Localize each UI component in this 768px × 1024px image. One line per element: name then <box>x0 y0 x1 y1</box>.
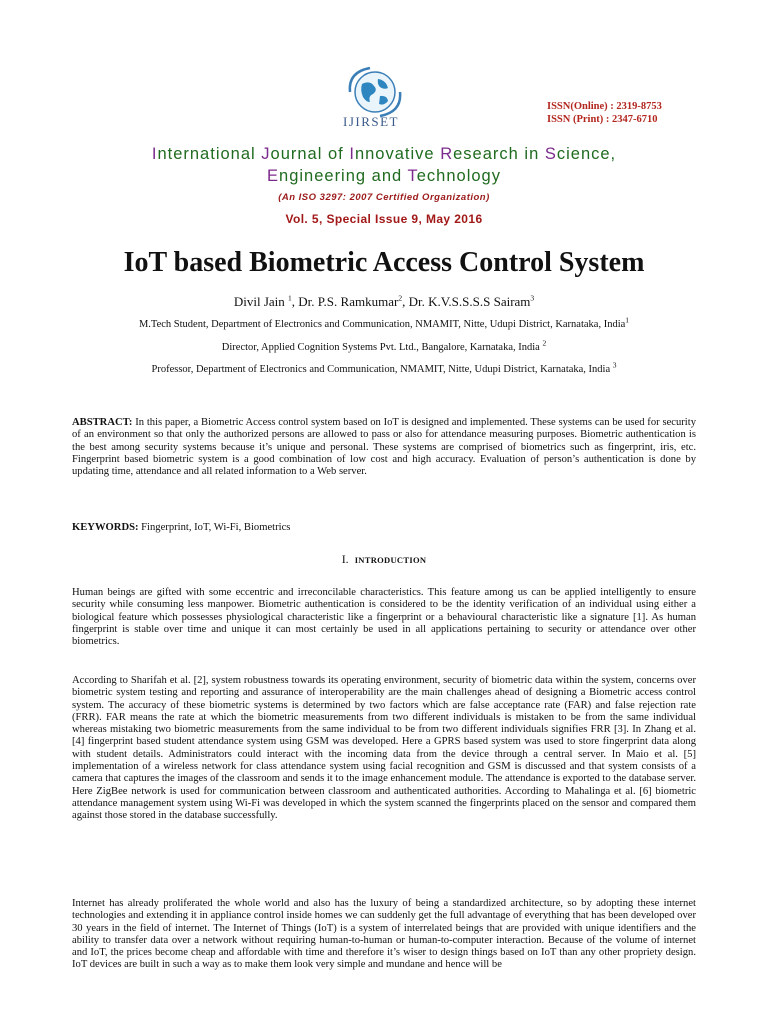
journal-initial: T <box>407 167 417 185</box>
journal-initial: E <box>267 167 280 185</box>
section-heading <box>0 552 768 567</box>
volume-issue: Vol. 5, Special Issue 9, May 2016 <box>285 212 483 226</box>
abstract-text: In this paper, a Biometric Access control system based on IoT is designed and implemented. These systems can be used for security of an environment so that only the authorized persons are allowed to pass or also for attendance measuring purposes. Biometric authentication is the best among security systems because it’s unique and personal. These systems are comprised of biometrics such as fingerprint, iris, etc. Fingerprint based biometric system is a good combination of low cost and high accuracy. Evaluation of person’s authentication is done by updating time, attendance and all related information to a Web server. <box>72 417 696 478</box>
affiliation-1 <box>0 315 768 330</box>
issn-block <box>547 100 662 126</box>
journal-initial: S <box>544 145 557 163</box>
affiliation-superscript: 2 <box>542 338 547 348</box>
abstract <box>72 417 696 478</box>
affiliation-text: M.Tech Student, Department of Electronics and Communication, NMAMIT, Nitte, Udupi District, Karnataka, India <box>138 319 626 330</box>
journal-name-line1: International Journal of Innovative Research in Science, <box>151 145 617 163</box>
certification-note: (An ISO 3297: 2007 Certified Organization) <box>278 192 490 203</box>
author-superscript: 2 <box>398 293 403 303</box>
keywords-label: KEYWORDS: <box>72 522 139 533</box>
body-paragraph: Human beings are gifted with some eccentric and irreconcilable characteristics. This feature among us can be applied intelligently to ensure security while consuming less manpower. Biometric authentication is considered to be the identity verification of an individual using either a biological feature which possesses physiological characteristic like a fingerprint or a behavioural characteristic like a signature [1]. As human fingerprint is stable over time and unique it can most certainly be used in all applications pertaining to security or attendance over other biometrics. <box>72 587 696 648</box>
keywords-text: Fingerprint, IoT, Wi-Fi, Biometrics <box>138 522 291 533</box>
section-number: I. <box>341 552 349 566</box>
journal-name-line2: Engineering and Technology <box>267 167 501 185</box>
journal-initial: J <box>261 145 271 163</box>
body-paragraph: Internet has already proliferated the whole world and also has the luxury of being a standardized architecture, so by adopting these internet technologies and extending it in appliance control inside homes we can suddenly get the full advantage of everything that has been developed over 30 years in the field of internet. The Internet of Things (IoT) is a system of interrelated beings that are provided with unique identifiers and the ability to transfer data over a network without requiring human-to-human or human-to-computer interaction. Because of the volume of internet and IoT, the prices become cheap and affordable with time and therefore it’s wiser to design things based on IoT than any other propriety design. IoT devices are built in such a way as to make them look very simple and mundane and hence will be <box>72 898 696 971</box>
affiliation-3 <box>0 360 768 375</box>
author-superscript: 3 <box>530 293 535 303</box>
affiliation-superscript: 3 <box>612 360 617 370</box>
affiliation-text: Director, Applied Cognition Systems Pvt. Ltd., Bangalore, Karnataka, India <box>221 342 543 353</box>
journal-initial: I <box>349 145 355 163</box>
affiliation-superscript: 1 <box>625 315 630 325</box>
journal-initial: I <box>151 145 158 163</box>
journal-logo-text: IJIRSET <box>343 114 399 129</box>
abstract-label: ABSTRACT: <box>72 417 133 428</box>
author-name: , Dr. P.S. Ramkumar <box>291 294 399 309</box>
section-title: INTRODUCTION <box>354 555 427 565</box>
affiliation-2 <box>0 338 768 353</box>
author-list <box>0 294 768 310</box>
journal-name <box>0 143 768 187</box>
keywords <box>72 522 696 534</box>
body-paragraph: According to Sharifah et al. [2], system robustness towards its operating environment, security of biometric data within the system, concerns over biometric system testing and reporting and assurance of interoperability are the main challenges ahead of designing a Biometric access control system. The accuracy of these biometric systems is determined by two factors which are false acceptance rate (FAR) and false rejection rate (FRR). FAR means the rate at which the biometric measurements from two different individuals is mistaken to be from the same individual whereas mistaking two biometric measurements from the same individual to be from two different individuals signifies FRR [3]. In Zhang et al. [4] fingerprint based student attendance system using GSM was developed. Here a GPRS based system was used to store fingerprint data along with student details. Administrators could interact with the incoming data from the device through a central server. In Maio et al. [5] implementation of a wireless network for class attendance system using facial recognition and GSM is discussed and that system consists of a camera that captures the images of the classroom and sends it to the image enhancement module. The attendance is exported to the database server. Here ZigBee network is used for communication between classroom and authenticated authorities. According to Mahalinga et al. [6] biometric attendance management system using Wi-Fi was developed in which the system scanned the fingerprints placed on the sensor and compared them against those stored in the database successfully. <box>72 675 696 822</box>
author-name: , Dr. K.V.S.S.S.S Sairam <box>402 294 531 309</box>
journal-initial: R <box>440 145 454 163</box>
author-superscript: 1 <box>288 293 292 303</box>
issn-print: ISSN (Print) : 2347-6710 <box>547 114 658 125</box>
paper-title: IoT based Biometric Access Control System <box>123 247 645 278</box>
affiliation-text: Professor, Department of Electronics and Communication, NMAMIT, Nitte, Udupi District, Karnataka, India <box>151 364 613 375</box>
author-name: Divil Jain <box>233 294 289 309</box>
issn-online: ISSN(Online) : 2319-8753 <box>547 101 662 112</box>
